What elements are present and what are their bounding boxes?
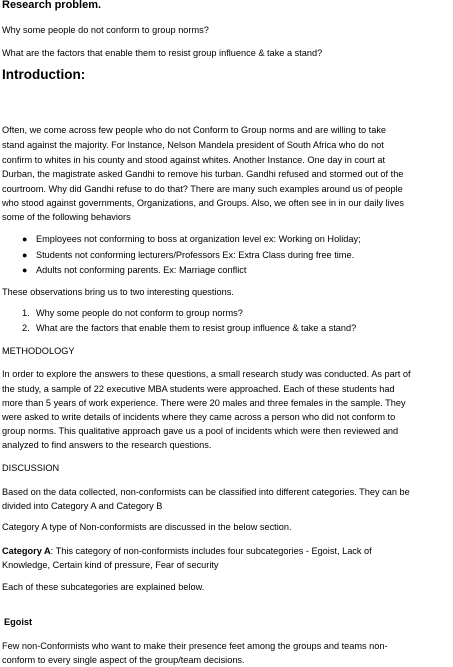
- item-text: What are the factors that enable them to resist group influence & take a stand?: [36, 323, 357, 333]
- item-number: 1.: [22, 308, 30, 318]
- methodology-line-2: the study, a sample of 22 executive MBA students were approached. Each of these students had: [2, 384, 395, 394]
- numbered-item: [22, 307, 243, 319]
- category-a-line-1: [2, 545, 372, 557]
- item-number: 2.: [22, 323, 30, 333]
- discussion-para-4: Each of these subcategories are explained below.: [2, 582, 205, 592]
- egoist-line-1: Few non-Conformists who want to make their presence feet among the groups and teams non-: [2, 641, 388, 651]
- bullet-icon: ●: [22, 265, 28, 275]
- intro-line-4: Durban, the magistrate asked Gandhi to remove his turban. Gandhi refused and stormed out of the: [2, 169, 404, 179]
- methodology-line-3: more than 5 years of work experience. There were 20 males and three females in the sample. They: [2, 398, 406, 408]
- methodology-line-4: were asked to write details of incidents where they came across a person who did not conform to: [2, 412, 396, 422]
- numbered-item: [22, 322, 356, 334]
- item-text: Why some people do not conform to group norms?: [36, 308, 243, 318]
- intro-line-1: Often, we come across few people who do not Conform to Group norms and are willing to take: [2, 125, 387, 135]
- discussion-line-2: divided into Category A and Category B: [2, 501, 163, 511]
- bullet-item: [22, 249, 354, 261]
- bullet-text: Employees not conforming to boss at organization level ex: Working on Holiday;: [36, 234, 361, 244]
- egoist-line-2: conform to every single aspect of the group/team decisions.: [2, 655, 245, 665]
- methodology-heading: METHODOLOGY: [2, 346, 75, 356]
- introduction-heading: Introduction:: [2, 67, 86, 82]
- bullet-item: [22, 233, 361, 245]
- bullet-text: Adults not conforming parents. Ex: Marriage conflict: [36, 265, 247, 275]
- research-question-2: What are the factors that enable them to resist group influence & take a stand?: [2, 48, 323, 58]
- intro-line-7: some of the following behaviors: [2, 212, 131, 222]
- category-a-line-2: Knowledge, Certain kind of pressure, Fear of security: [2, 560, 219, 570]
- research-problem-heading: Research problem.: [2, 0, 102, 11]
- discussion-heading: DISCUSSION: [2, 463, 60, 473]
- discussion-line-1: Based on the data collected, non-conformists can be classified into different categories. They can be: [2, 487, 410, 497]
- category-a-text: : This category of non-conformists includes four subcategories - Egoist, Lack of: [50, 546, 372, 556]
- bullet-item: [22, 264, 246, 276]
- intro-line-6: who stood against governments, Organizations, and Groups. Also, we often see in in our daily lives: [2, 198, 404, 208]
- methodology-line-1: In order to explore the answers to these questions, a small research study was conducted. As part of: [2, 369, 411, 379]
- methodology-line-6: analyzed to find answers to the research questions.: [2, 440, 212, 450]
- intro-lead-in: These observations bring us to two interesting questions.: [2, 287, 234, 297]
- intro-line-3: confirm to whites in his county and stood against whites. Another Instance. One day in court at: [2, 155, 386, 165]
- intro-line-5: courtroom. Why did Gandhi refuse to do that? There are many such examples around us of people: [2, 184, 403, 194]
- category-a-label: Category A: [2, 546, 51, 556]
- bullet-icon: ●: [22, 234, 28, 244]
- discussion-para-2: Category A type of Non-conformists are discussed in the below section.: [2, 522, 292, 532]
- bullet-icon: ●: [22, 250, 28, 260]
- intro-line-2: stand against the majority. For Instance, Nelson Mandela president of South Africa who do not: [2, 140, 384, 150]
- egoist-heading: Egoist: [4, 617, 33, 627]
- methodology-line-5: group norms. This qualitative approach gave us a pool of incidents which were then reviewed and: [2, 426, 399, 436]
- bullet-text: Students not conforming lecturers/Professors Ex: Extra Class during free time.: [36, 250, 355, 260]
- research-question-1: Why some people do not conform to group norms?: [2, 25, 209, 35]
